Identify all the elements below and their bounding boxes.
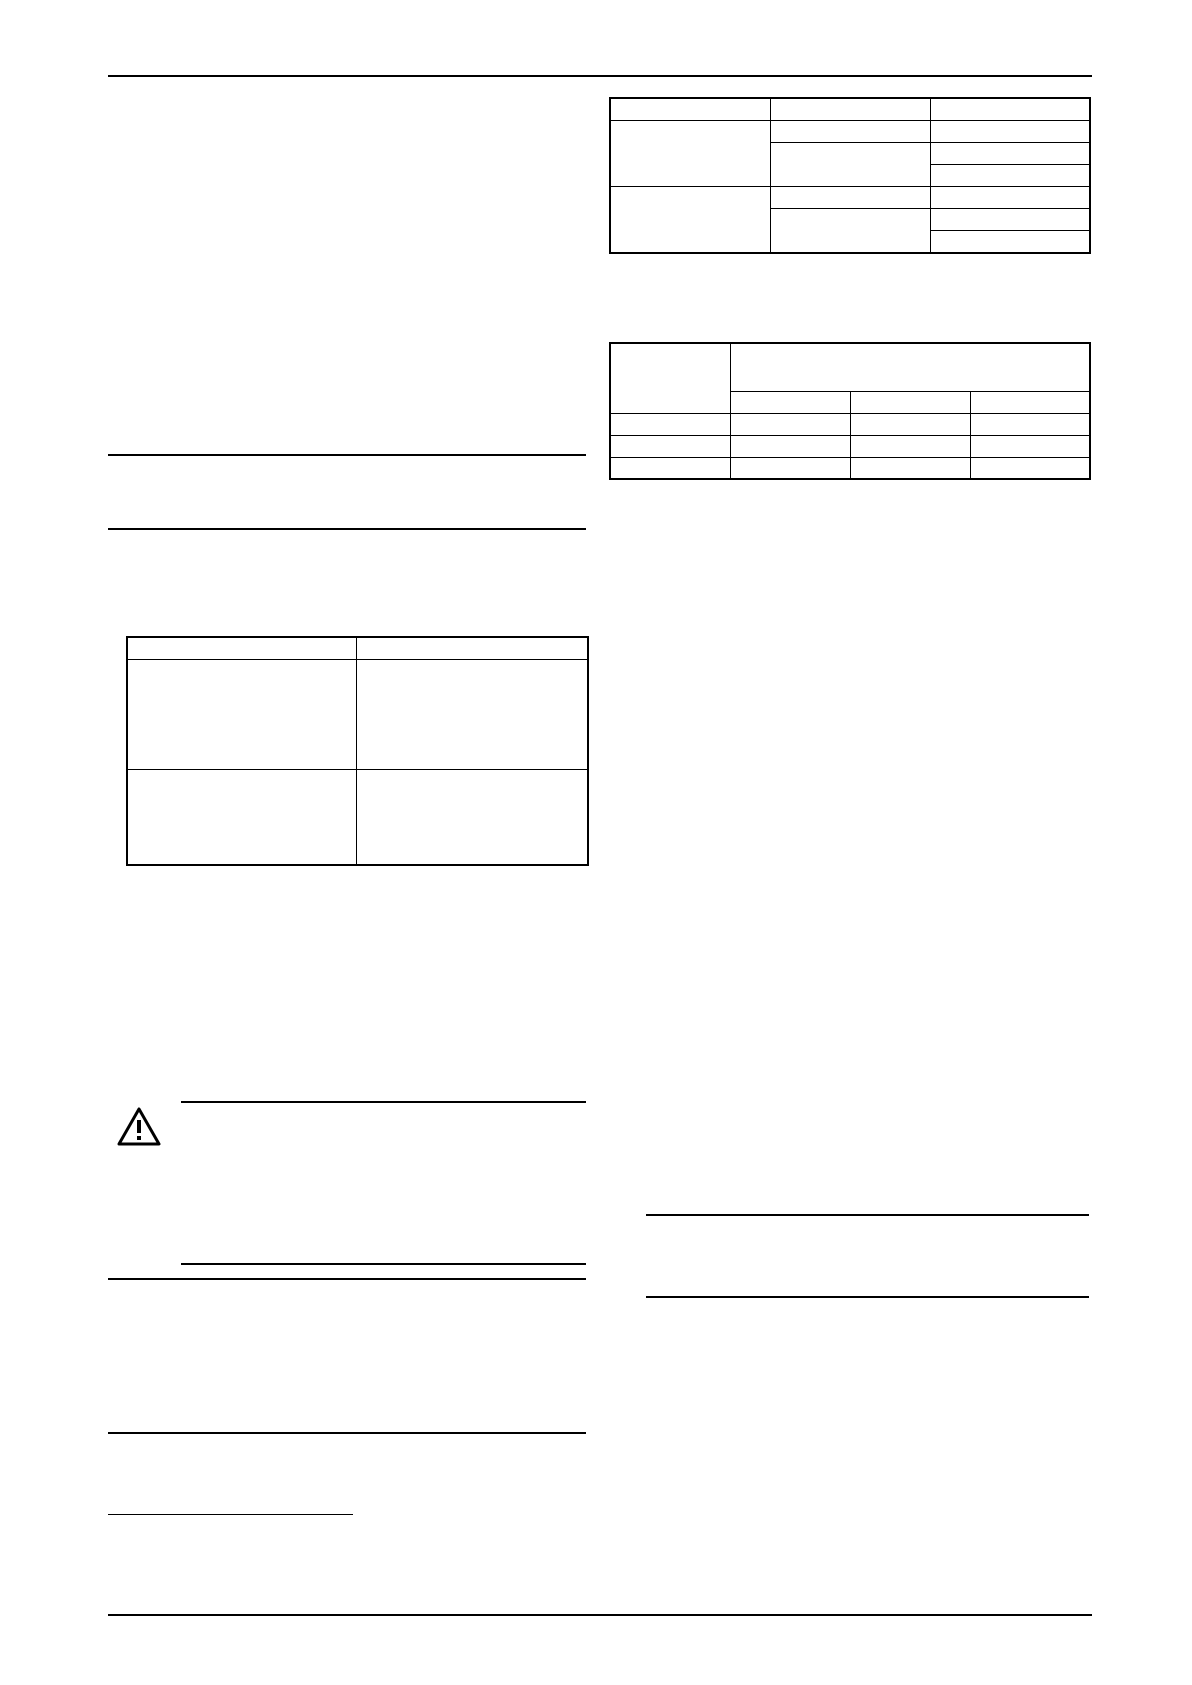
table-cell (930, 230, 1090, 253)
table-row (127, 637, 588, 659)
table-cell (356, 769, 588, 865)
table-row (127, 659, 588, 769)
table-cell (850, 413, 970, 435)
table-cell (850, 457, 970, 479)
table-cell (730, 457, 850, 479)
table-row (610, 413, 1090, 435)
table-row (610, 435, 1090, 457)
table-row (610, 457, 1090, 479)
table-cell (610, 343, 730, 413)
table-row (610, 186, 1090, 208)
table-cell (610, 413, 730, 435)
header-rule (108, 75, 1092, 77)
table-cell (356, 659, 588, 769)
table-cell (610, 435, 730, 457)
table-cell (850, 391, 970, 413)
footnote-rule (108, 1514, 353, 1515)
warning-triangle-icon (116, 1106, 162, 1148)
table-cell (610, 98, 770, 120)
section-rule (108, 528, 586, 530)
table-cell (850, 435, 970, 457)
table-cell (930, 98, 1090, 120)
table-row (127, 769, 588, 865)
table-cell (930, 142, 1090, 164)
table-cell (127, 637, 356, 659)
table-cell (770, 208, 930, 253)
table-cell (610, 457, 730, 479)
section-rule (108, 1432, 586, 1434)
table-cell (770, 98, 930, 120)
table-cell (970, 413, 1090, 435)
middle-right-table (609, 342, 1091, 480)
warning-bottom-rule (181, 1263, 586, 1265)
table-cell (127, 659, 356, 769)
table-cell (930, 120, 1090, 142)
table-cell (970, 457, 1090, 479)
table-cell (127, 769, 356, 865)
table-cell (356, 637, 588, 659)
table-cell (770, 186, 930, 208)
table-row (610, 98, 1090, 120)
warning-top-rule (181, 1101, 586, 1103)
left-table (126, 636, 589, 866)
table-cell (730, 391, 850, 413)
table-cell (770, 120, 930, 142)
table-cell (930, 164, 1090, 186)
table-cell (770, 142, 930, 186)
table-cell (930, 186, 1090, 208)
table-cell (730, 343, 1090, 391)
table-row (610, 343, 1090, 391)
section-rule (108, 1278, 586, 1280)
table-cell (610, 120, 770, 186)
table-cell (970, 435, 1090, 457)
section-rule (108, 454, 586, 456)
section-rule (646, 1296, 1089, 1298)
table-cell (730, 413, 850, 435)
table-row (610, 120, 1090, 142)
table-cell (730, 435, 850, 457)
table-cell (930, 208, 1090, 230)
top-right-table (609, 97, 1091, 254)
footer-rule (108, 1614, 1092, 1616)
table-cell (970, 391, 1090, 413)
table-cell (610, 186, 770, 253)
section-rule (646, 1214, 1089, 1216)
